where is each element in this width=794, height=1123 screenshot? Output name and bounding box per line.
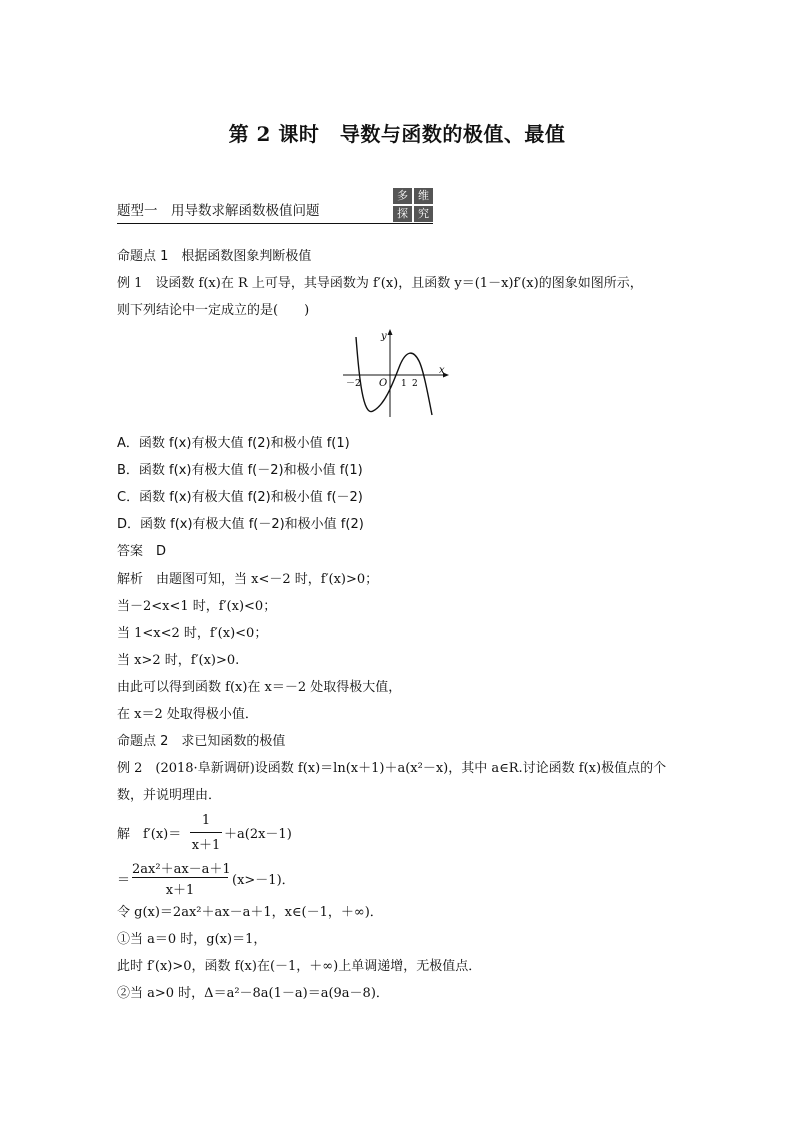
- tick-label-2: 2: [412, 379, 418, 389]
- fraction1-numerator: 1: [201, 813, 211, 828]
- analysis-line: 由此可以得到函数 f(x)在 x＝－2 处取得极大值，: [117, 680, 402, 695]
- analysis-line: 当 1<x<2 时，f′(x)<0；: [117, 626, 268, 641]
- option-a: A．函数 f(x)有极大值 f(2)和极小值 f(1): [117, 436, 350, 451]
- analysis-line: 解析 由题图可知，当 x<－2 时，f′(x)>0；: [117, 572, 379, 587]
- solution-line: 此时 f′(x)>0，函数 f(x)在(－1，＋∞)上单调递增，无极值点．: [117, 959, 482, 974]
- analysis-line: 在 x＝2 处取得极小值．: [117, 707, 258, 722]
- solution-line: 令 g(x)＝2ax²＋ax－a＋1，x∈(－1，＋∞)．: [117, 905, 383, 920]
- point2-heading: 命题点 2 求已知函数的极值: [117, 734, 286, 749]
- page-title: 第 2 课时 导数与函数的极值、最值: [228, 122, 566, 146]
- section-header: [117, 187, 433, 224]
- solution-line: ①当 a＝0 时，g(x)＝1，: [117, 932, 267, 947]
- tick-label-neg2: －2: [346, 379, 361, 389]
- section-label: 题型一 用导数求解函数极值问题: [117, 203, 320, 219]
- example2-line2: 数，并说明理由．: [117, 788, 222, 803]
- fraction2-denominator: x＋1: [165, 883, 195, 898]
- point1-heading: 命题点 1 根据函数图象判断极值: [117, 249, 312, 264]
- x-axis-label: x: [439, 365, 445, 376]
- solution-after1: ＋a(2x－1): [224, 827, 292, 842]
- y-axis-arrow: [388, 329, 393, 335]
- badge-char: 维: [414, 188, 433, 204]
- solution-after2: (x>－1)．: [232, 873, 295, 888]
- solution-eq: ＝: [117, 873, 131, 888]
- badge-char: 究: [414, 206, 433, 222]
- example1-line1: 例 1 设函数 f(x)在 R 上可导，其导函数为 f′(x)，且函数 y＝(1－x)f′(x)的图象如图所示，: [117, 276, 643, 291]
- section-badge: [393, 188, 433, 222]
- option-d: D．函数 f(x)有极大值 f(－2)和极小值 f(2): [117, 517, 364, 532]
- badge-char: 探: [393, 206, 412, 222]
- example2-line1: 例 2 (2018·阜新调研)设函数 f(x)＝ln(x＋1)＋a(x²－x)，其中 a∈R.讨论函数 f(x)极值点的个: [117, 761, 667, 776]
- fraction2-numerator: 2ax²＋ax－a＋1: [132, 862, 231, 877]
- tick-label-1: 1: [401, 379, 407, 389]
- solution-lead: 解 f′(x)＝: [117, 827, 182, 842]
- option-b: B．函数 f(x)有极大值 f(－2)和极小值 f(1): [117, 463, 363, 478]
- solution-line: ②当 a>0 时，Δ＝a²－8a(1－a)＝a(9a－8)．: [117, 986, 389, 1001]
- answer: 答案 D: [117, 544, 167, 559]
- example1-line2: 则下列结论中一定成立的是( ): [117, 303, 310, 318]
- curve: [356, 337, 432, 415]
- fraction1-denominator: x＋1: [191, 838, 221, 853]
- fraction1-bar: [190, 832, 222, 833]
- origin-label: O: [379, 378, 388, 389]
- analysis-line: 当 x>2 时，f′(x)>0.: [117, 653, 240, 668]
- function-graph: [343, 327, 451, 419]
- badge-char: 多: [393, 188, 412, 204]
- option-c: C．函数 f(x)有极大值 f(2)和极小值 f(－2): [117, 490, 363, 505]
- y-axis-label: y: [381, 331, 387, 342]
- fraction2-bar: [132, 877, 228, 878]
- analysis-line: 当－2<x<1 时，f′(x)<0；: [117, 599, 277, 614]
